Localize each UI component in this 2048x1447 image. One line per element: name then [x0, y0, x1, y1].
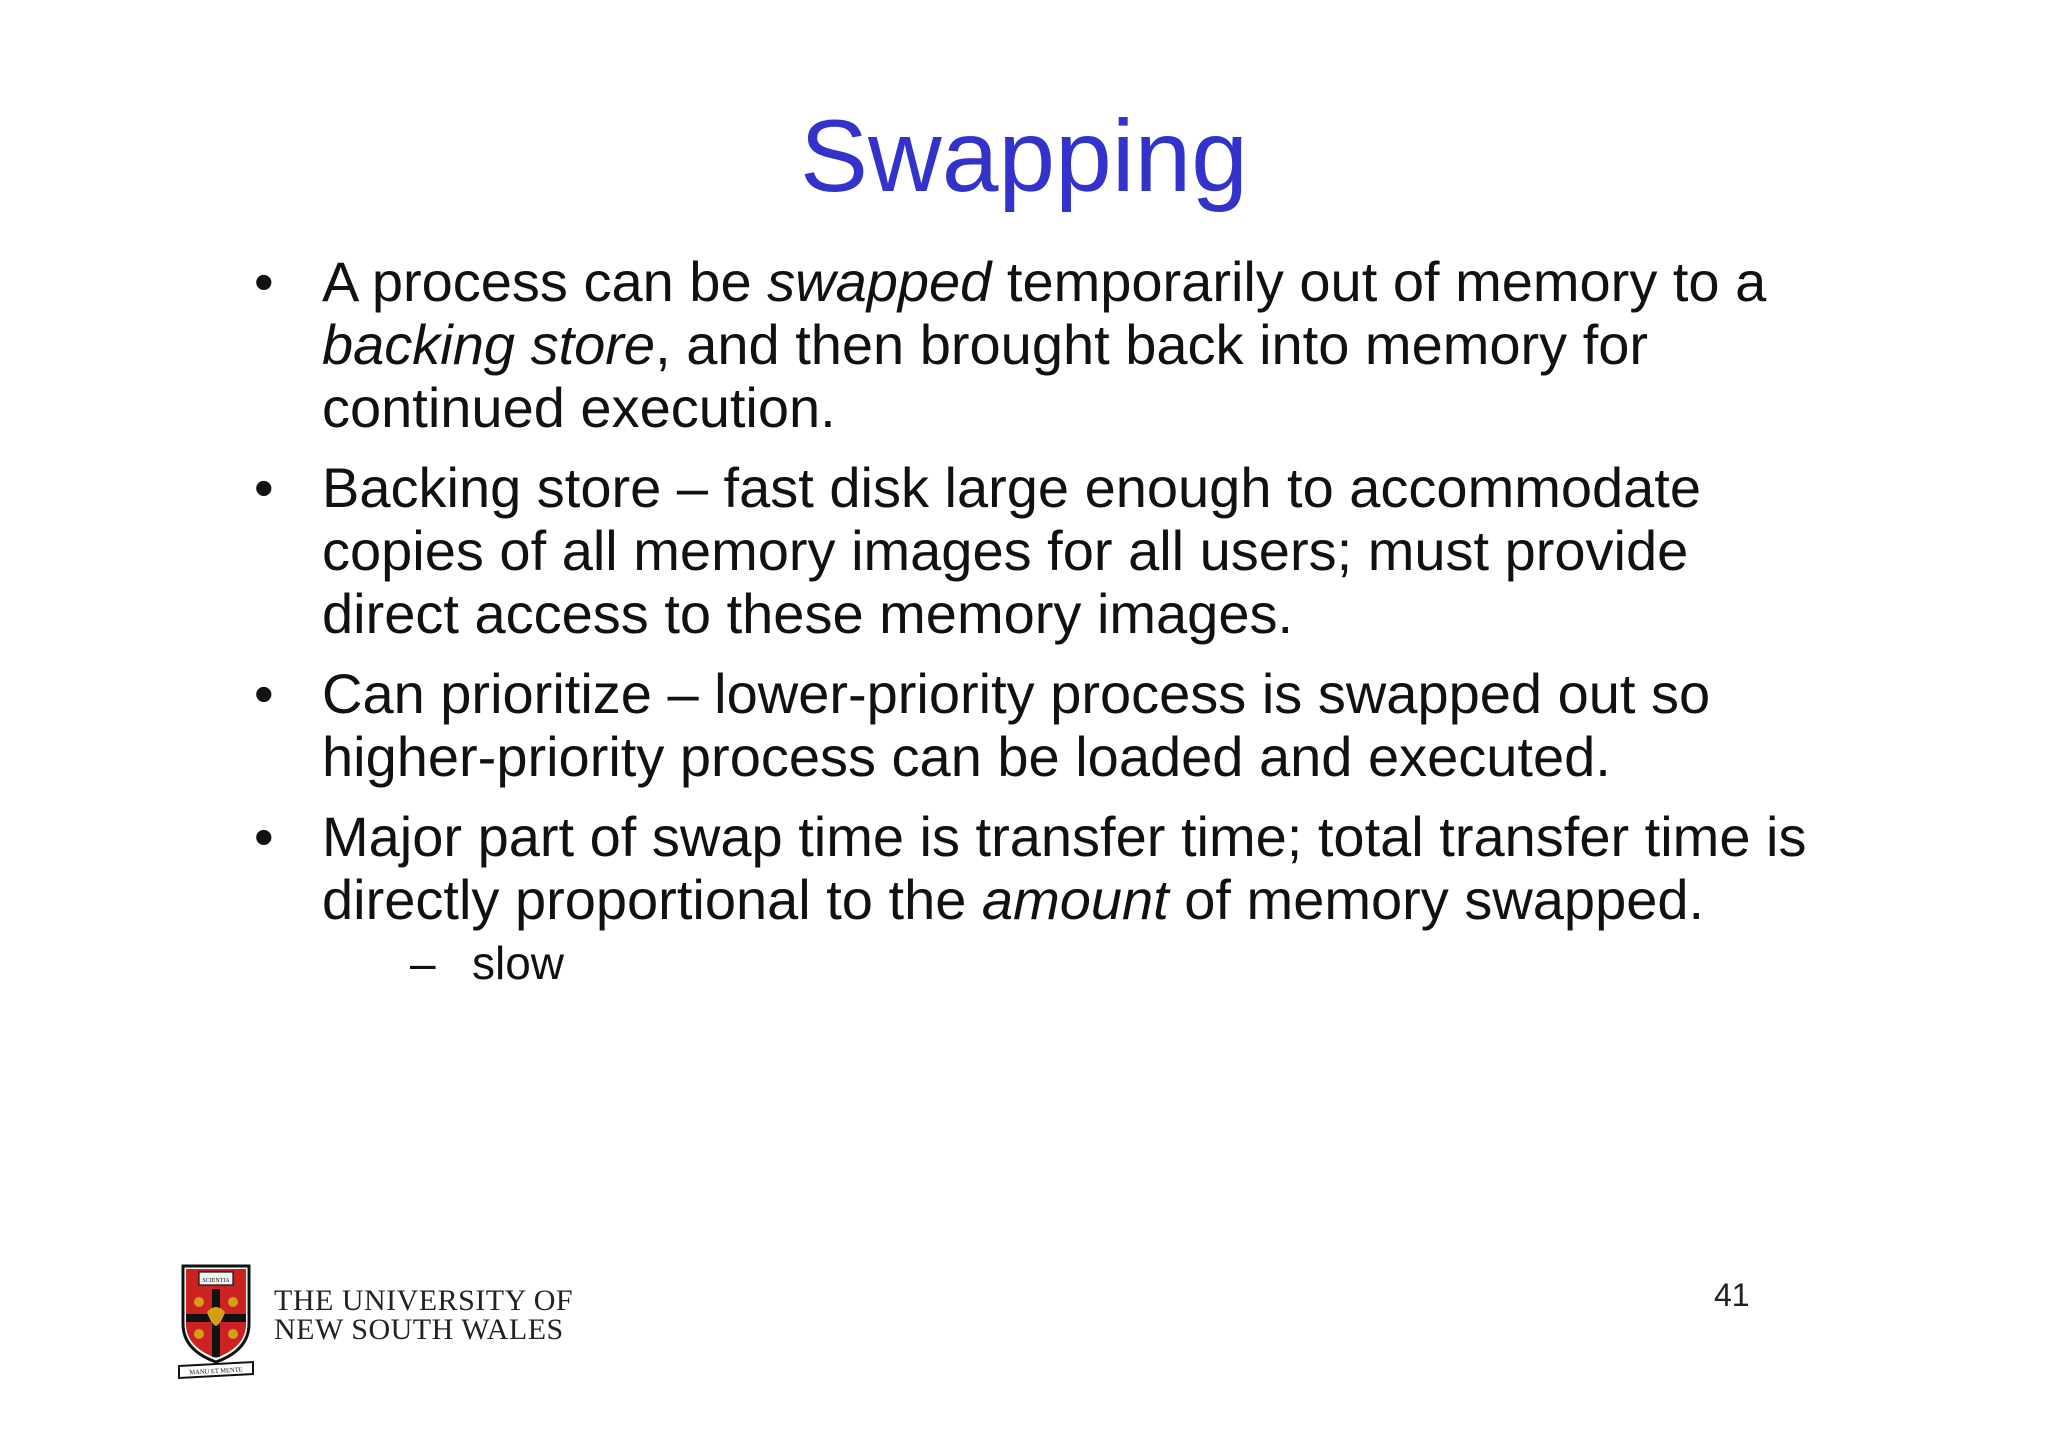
bullet-icon: • [254, 662, 274, 725]
dash-icon: – [410, 937, 436, 989]
university-name-line-2: NEW SOUTH WALES [274, 1313, 564, 1346]
bullet-icon: • [254, 456, 274, 519]
bullet-item-2 [250, 456, 1830, 645]
university-name [274, 1286, 573, 1344]
bullet-text: Backing store – fast disk large enough to accommodate copies of all memory images for all users; must provide direct access to these memory images. [322, 456, 1701, 645]
bullet-item-4 [250, 805, 1830, 993]
bullet-icon: • [254, 805, 274, 868]
bullet-text: Can prioritize – lower-priority process is swapped out so higher-priority process can be loaded and executed. [322, 662, 1711, 788]
crest-motto-text: MANU ET MENTE [189, 1366, 243, 1377]
university-name-line-1: THE UNIVERSITY OF [274, 1284, 574, 1317]
crest-book-text: SCIENTIA [202, 1278, 230, 1284]
bullet-item-1 [250, 250, 1830, 439]
bullet-item-3 [250, 662, 1830, 788]
slide-title: Swapping [800, 99, 1248, 213]
bullet-list [250, 250, 1830, 1010]
sub-bullet-text: slow [472, 937, 565, 989]
bullet-text: Major part of swap time is transfer time; total transfer time is directly proportional to the amount of memory swapped. [322, 805, 1807, 931]
university-crest-logo [177, 1262, 255, 1380]
bullet-icon: • [254, 250, 274, 313]
page-number: 41 [1714, 1277, 1750, 1313]
bullet-text: A process can be swapped temporarily out of memory to a backing store, and then brought back into memory for continued execution. [322, 250, 1767, 439]
sub-bullet-item [322, 933, 1830, 993]
